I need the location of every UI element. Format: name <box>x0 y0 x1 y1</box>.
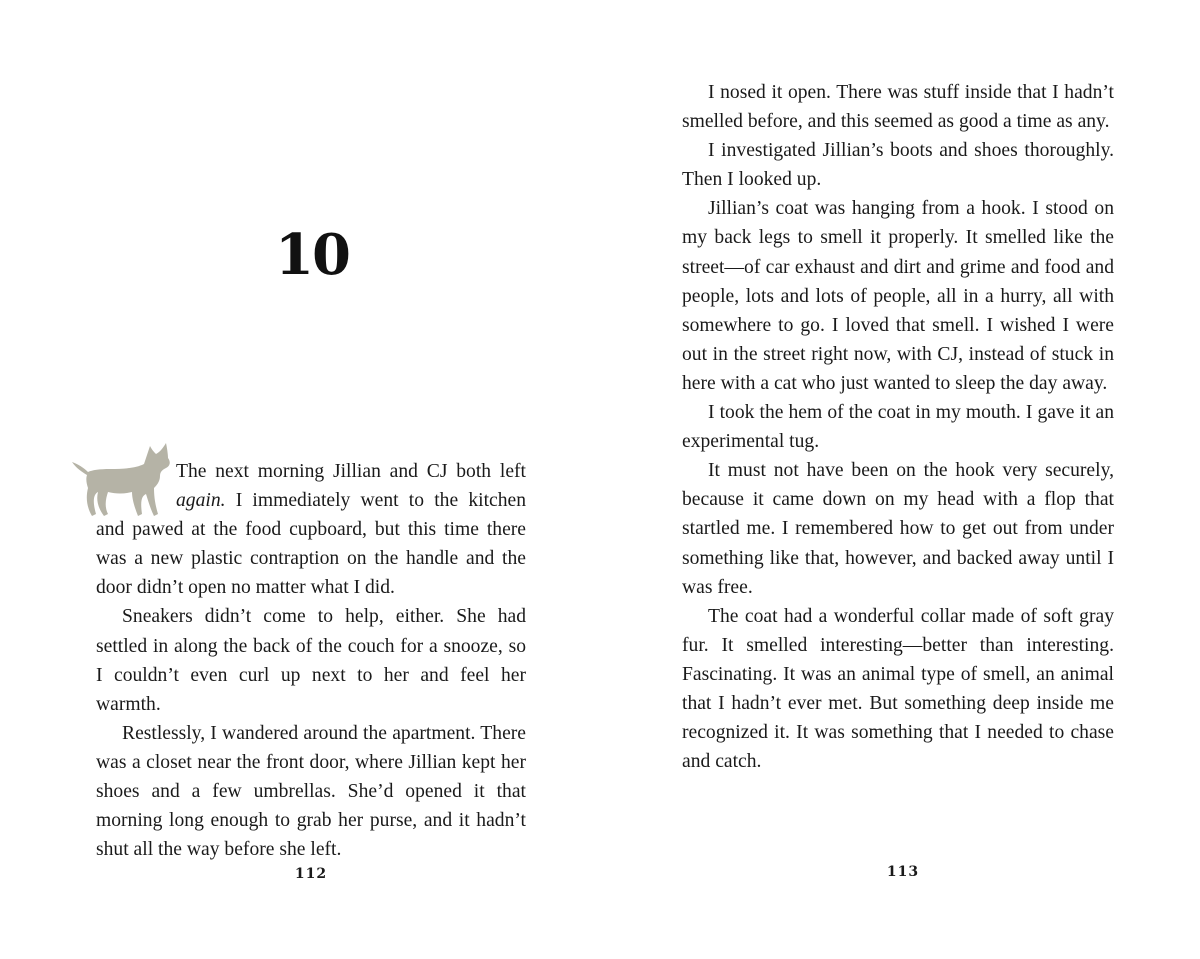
paragraph-text: The next morning Jillian and CJ both left <box>176 461 526 482</box>
paragraph: I took the hem of the coat in my mouth. I gave it an experimental tug. <box>682 402 1114 453</box>
paragraph: Jillian’s coat was hanging from a hook. I stood on my back legs to smell it properly. It smelled like the street—of car exhaust and dirt and grime and food and people, lots and lots of people, all in a hurry, all with somewhere to go. I loved that smell. I wished I were out in the street right now, with CJ, instead of stuck in here with a cat who just wanted to sleep the day away. <box>682 198 1114 394</box>
ornament-spacer <box>96 457 176 511</box>
page-number-left: 112 <box>294 866 328 882</box>
left-body-text <box>96 457 526 864</box>
right-body-text <box>682 78 1114 776</box>
page-number-right: 113 <box>886 864 920 880</box>
chapter-number: 10 <box>275 222 349 288</box>
paragraph: Restlessly, I wandered around the apartment. There was a closet near the front door, where Jillian kept her shoes and a few umbrellas. She’d opened it that morning long enough to grab her purse, and it hadn’t shut all the way before she left. <box>96 722 526 861</box>
paragraph: The coat had a wonderful collar made of soft gray fur. It smelled interesting—better than interesting. Fascinating. It was an animal type of smell, an animal that I hadn’t ever met. But something deep inside me recognized it. It was something that I needed to chase and catch. <box>682 605 1114 773</box>
paragraph: I investigated Jillian’s boots and shoes thoroughly. Then I looked up. <box>682 140 1114 191</box>
paragraph: Sneakers didn’t come to help, either. She had settled in along the back of the couch for a snooze, so I couldn’t even curl up next to her and feel her warmth. <box>96 606 526 715</box>
paragraph-text: I immediately went to the kitchen and pawed at the food cupboard, but this time there was a new plastic contraption on the handle and the door didn’t open no matter what I did. <box>96 490 526 599</box>
paragraph: I nosed it open. There was stuff inside that I hadn’t smelled before, and this seemed as good a time as any. <box>682 82 1114 133</box>
paragraph: It must not have been on the hook very securely, because it came down on my head with a flop that startled me. I remembered how to get out from under something like that, however, and backed away until I was free. <box>682 460 1114 598</box>
emphasis-text: again. <box>176 490 226 512</box>
